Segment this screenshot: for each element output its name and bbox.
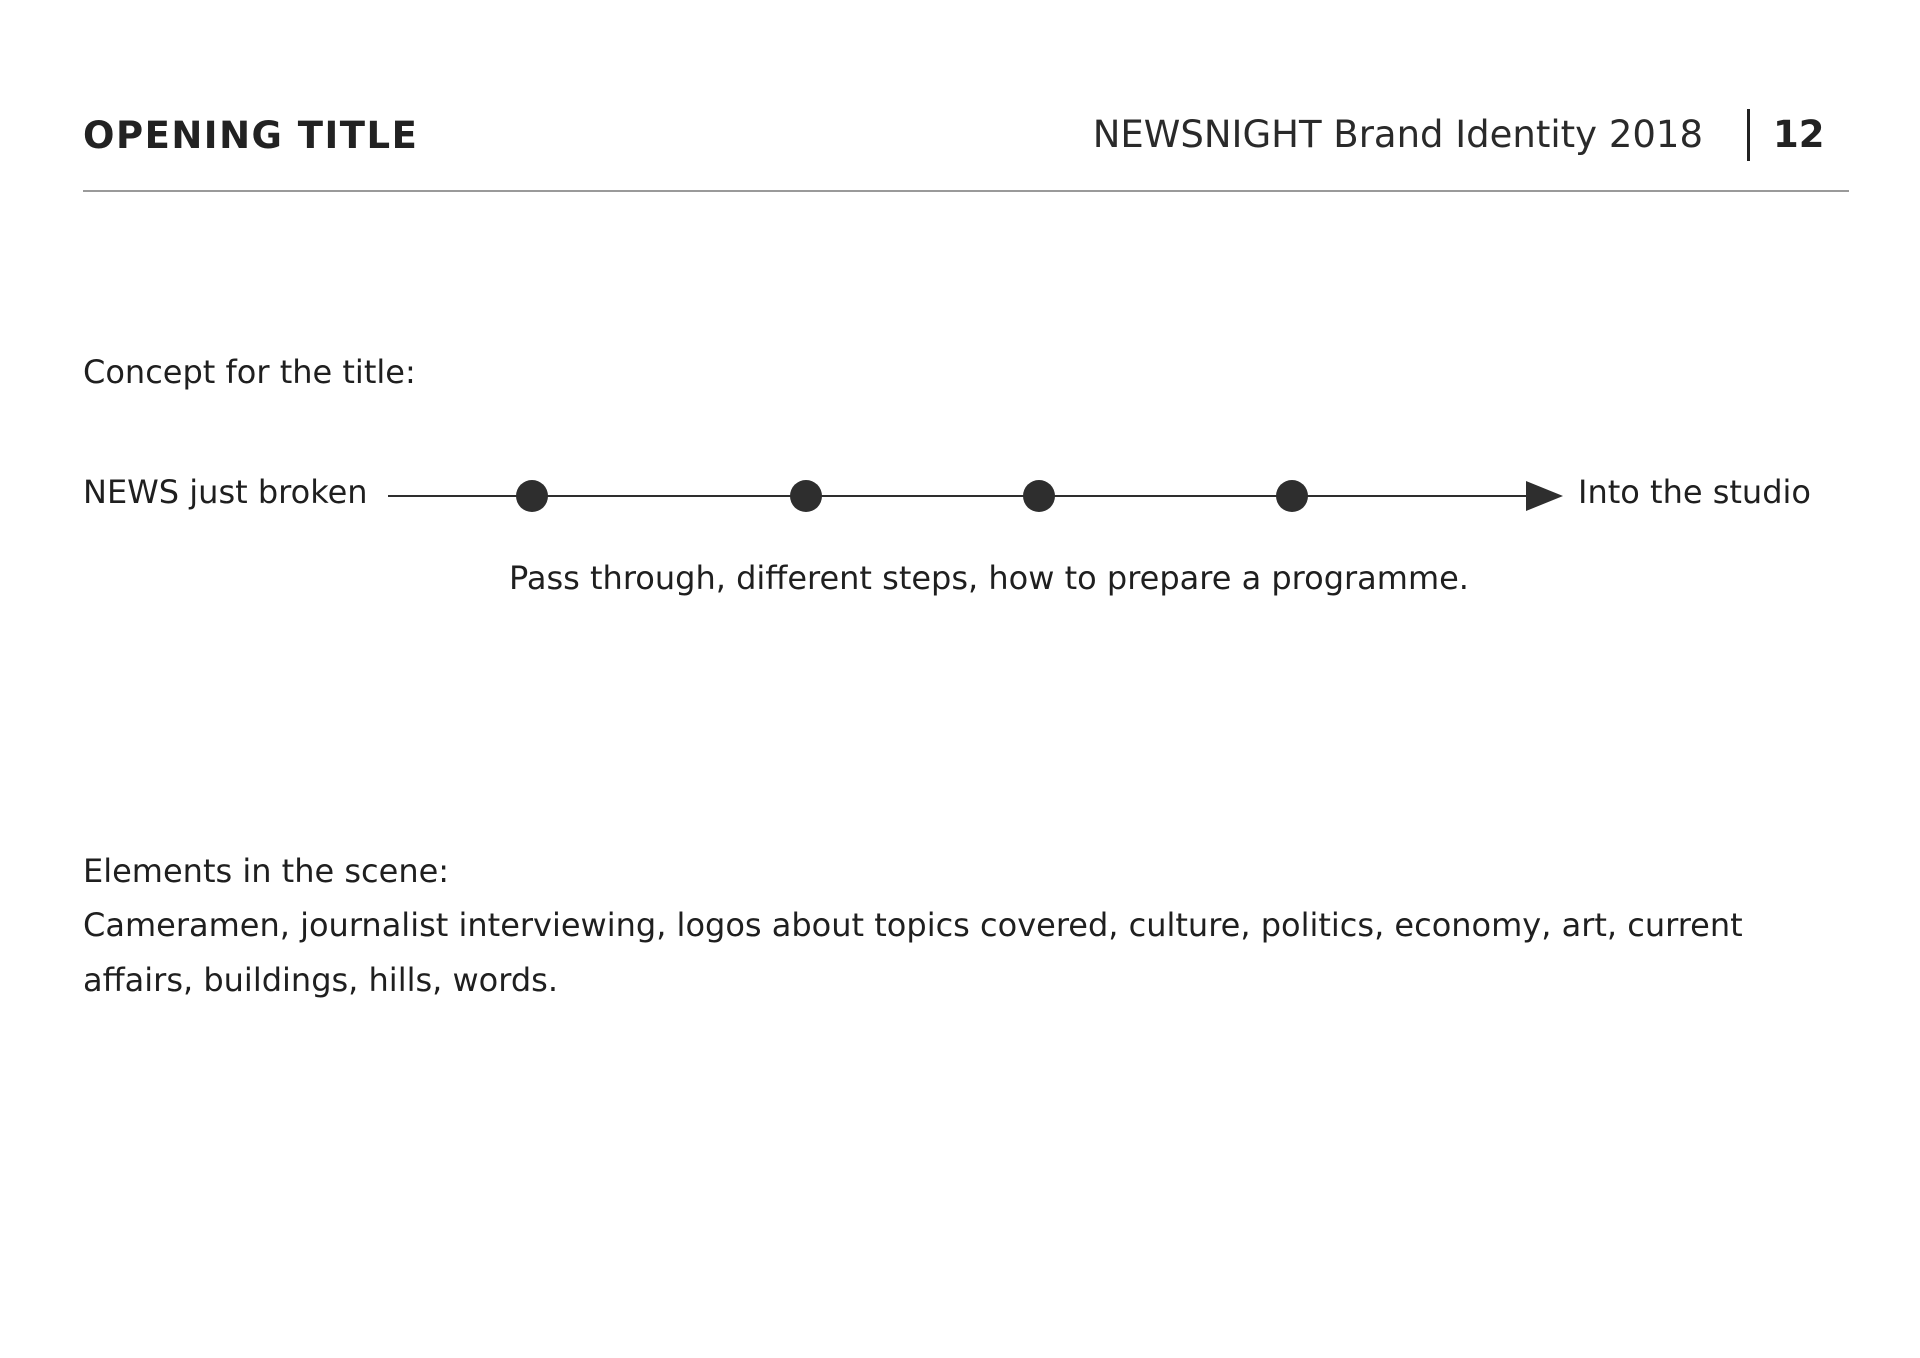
timeline-step-marker <box>1023 480 1055 512</box>
timeline-diagram <box>380 470 1580 530</box>
section-title: OPENING TITLE <box>83 114 419 157</box>
timeline-step-marker <box>1276 480 1308 512</box>
header-rule <box>83 190 1849 192</box>
header-divider <box>1747 109 1750 161</box>
timeline-start-label: NEWS just broken <box>83 473 368 511</box>
timeline-end-label: Into the studio <box>1578 473 1811 511</box>
document-title: NEWSNIGHT Brand Identity 2018 <box>1092 113 1703 156</box>
concept-label: Concept for the title: <box>83 353 416 391</box>
timeline-caption: Pass through, different steps, how to prepare a programme. <box>509 559 1469 597</box>
timeline-step-marker <box>516 480 548 512</box>
page-number: 12 <box>1773 113 1825 156</box>
page-header <box>83 96 1849 192</box>
timeline-step-marker <box>790 480 822 512</box>
elements-label: Elements in the scene: <box>83 852 450 890</box>
elements-text: Cameramen, journalist interviewing, logos about topics covered, culture, politics, economy, art, current affairs, buildings, hills, words. <box>83 906 1743 999</box>
timeline-arrowhead <box>1526 481 1563 511</box>
